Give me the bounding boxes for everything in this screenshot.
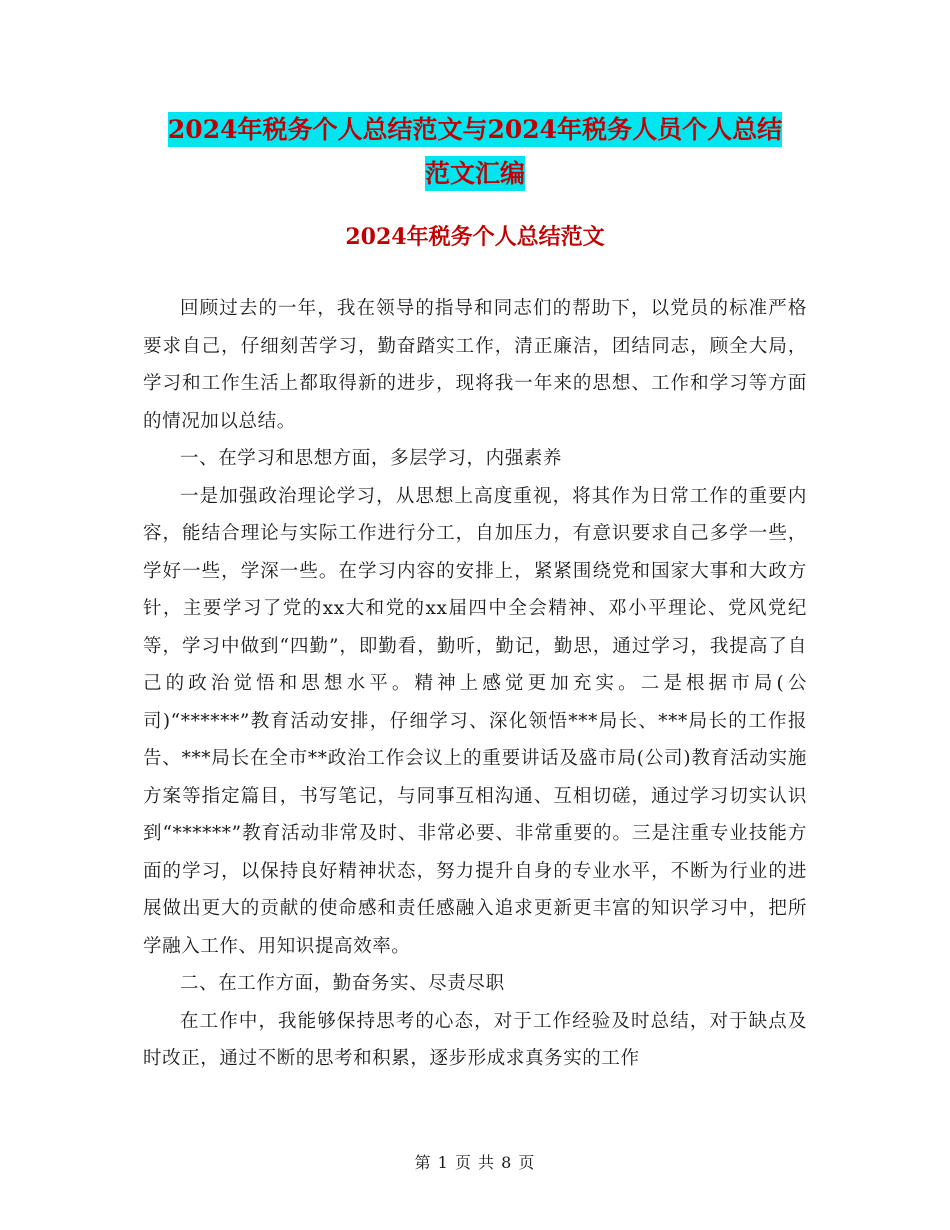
section-title: 2024年税务个人总结范文 [345, 224, 605, 250]
paragraph-study: 一是加强政治理论学习，从思想上高度重视，将其作为日常工作的重要内容，能结合理论与实际工作进行分工，自加压力，有意识要求自己多学一些，学好一些，学深一些。在学习内容的安排上，紧紧围绕党和国家大事和大政方针，主要学习了党的xx大和党的xx届四中全会精神、邓小平理论、党风党纪等，学习中做到“四勤”，即勤看，勤听，勤记，勤思，通过学习，我提高了自己的政治觉悟和思想水平。精神上感觉更加充实。二是根据市局(公司)“******”教育活动安排，仔细学习、深化领悟***局长、***局长的工作报告、***局长在全市**政治工作会议上的重要讲话及盛市局(公司)教育活动实施方案等指定篇目，书写笔记，与同事互相沟通、互相切磋，通过学习切实认识到“******”教育活动非常及时、非常必要、非常重要的。三是注重专业技能方面的学习，以保持良好精神状态，努力提升自身的专业水平，不断为行业的进展做出更大的贡献的使命感和责任感融入追求更新更丰富的知识学习中，把所学融入工作、用知识提高效率。 [143, 485, 807, 957]
document-body [143, 290, 807, 1078]
document-title-line-2 [100, 152, 850, 196]
document-title-line-1 [100, 108, 850, 152]
paragraph-work: 在工作中，我能够保持思考的心态，对于工作经验及时总结，对于缺点及时改正，通过不断的思考和积累，逐步形成求真务实的工作 [143, 1010, 807, 1069]
paragraph-intro: 回顾过去的一年，我在领导的指导和同志们的帮助下，以党员的标准严格要求自己，仔细刻苦学习，勤奋踏实工作，清正廉洁，团结同志，顾全大局，学习和工作生活上都取得新的进步，现将我一年来的思想、工作和学习等方面的情况加以总结。 [143, 298, 807, 432]
title-highlight-2: 范文汇编 [425, 156, 525, 191]
heading-study: 一、在学习和思想方面，多层学习，内强素养 [180, 448, 563, 469]
heading-work: 二、在工作方面，勤奋务实、尽责尽职 [180, 973, 505, 994]
title-highlight-1: 2024年税务个人总结范文与2024年税务人员个人总结 [168, 112, 782, 147]
page-footer: 第 1 页 共 8 页 [414, 1153, 536, 1172]
